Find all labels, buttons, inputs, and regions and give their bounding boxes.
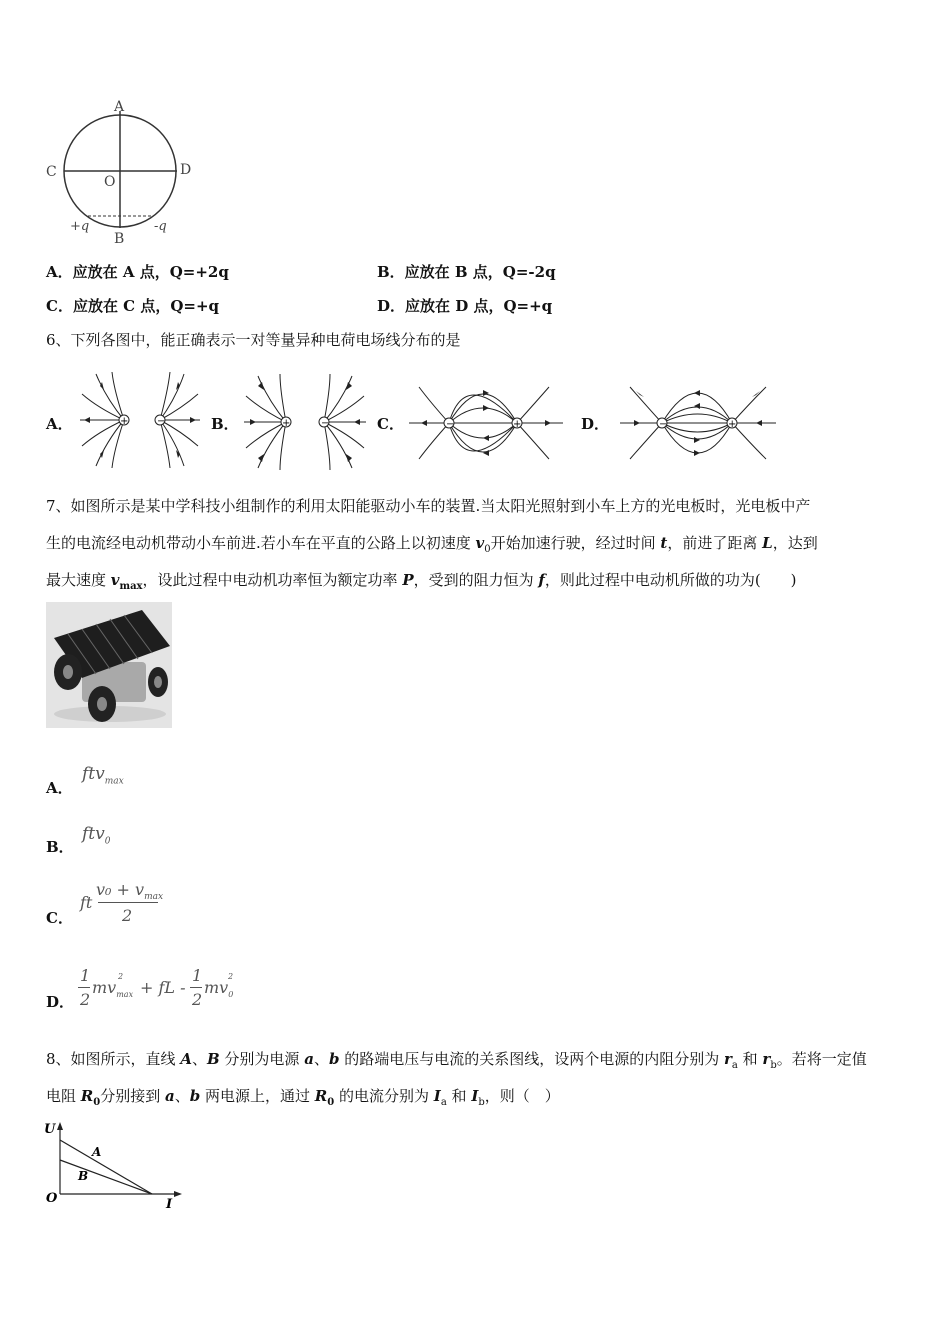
label-o: O	[104, 174, 116, 190]
label-minus-q: -q	[154, 219, 167, 234]
solar-car-image	[46, 602, 172, 728]
label-plus-q: +q	[70, 219, 90, 234]
origin-label: O	[46, 1191, 58, 1206]
q6-option-c-label[interactable]: C．	[377, 415, 404, 433]
field-lines-d[interactable]	[616, 373, 780, 473]
q5-option-a[interactable]: A．应放在 A 点，Q=+2q	[46, 263, 229, 281]
q8-line-2: 电阻 $R_0$分别接到 a、b 两电源上，通过 $R_0$ 的电流分别为 $I_a$ 和 $I_b$，则（ ）	[46, 1087, 560, 1108]
q5-option-c[interactable]: C．应放在 C 点，Q=+q	[46, 297, 220, 315]
q8-line-1: 8、如图所示，直线 A、B 分别为电源 a、b 的路端电压与电流的关系图线，设两个电源的内阻分别为 $r_a$ 和 $r_b$。若将一定值	[46, 1050, 867, 1071]
line-a-label: A	[92, 1145, 102, 1159]
svg-text:+: +	[282, 418, 291, 429]
q7-option-d-label[interactable]: D．	[46, 993, 75, 1011]
svg-text:+: +	[120, 416, 129, 427]
line-b-label: B	[78, 1169, 89, 1183]
q7-option-a-formula: ftv$_{max}$	[82, 764, 124, 787]
q7-line-2: 生的电流经电动机带动小车前进.若小车在平直的公路上以初速度 $v_0$开始加速行驶，经过时间 t，前进了距离 L，达到	[46, 534, 818, 555]
line-b	[60, 1160, 152, 1194]
q7-option-a-label[interactable]: A．	[46, 779, 73, 797]
q7-option-b-label[interactable]: B．	[46, 838, 74, 856]
svg-text:−: −	[321, 418, 330, 429]
q5-option-b[interactable]: B．应放在 B 点，Q=-2q	[377, 263, 556, 281]
q7-line-1: 7、如图所示是某中学科技小组制作的利用太阳能驱动小车的装置.当太阳光照射到小车上方的光电板时，光电板中产	[46, 497, 811, 515]
q7-line-3: 最大速度 $v_{max}$，设此过程中电动机功率恒为额定功率 P，受到的阻力恒为 f，则此过程中电动机所做的功为( )	[46, 571, 797, 592]
field-lines-a[interactable]	[76, 368, 204, 472]
q7-option-d-formula: 1 2 $mv_{max}$ 2 + fL - 1 2 $mv_0$ 2	[80, 966, 234, 1009]
q5-option-d[interactable]: D．应放在 D 点，Q=+q	[377, 297, 553, 315]
q7-option-c-formula: ft $v_0 + v_{max}$ 2	[80, 880, 164, 925]
label-a: A	[114, 99, 125, 115]
q6-option-a-label[interactable]: A．	[46, 415, 73, 433]
label-d: D	[180, 162, 192, 178]
field-lines-c[interactable]	[405, 373, 567, 473]
label-c: C	[46, 164, 57, 180]
q6-stem: 6、下列各图中，能正确表示一对等量异种电荷电场线分布的是	[46, 331, 461, 349]
svg-text:+: +	[513, 419, 522, 430]
axis-u-label: U	[44, 1122, 56, 1137]
field-lines-b[interactable]	[240, 370, 370, 474]
axis-i-label: I	[166, 1197, 173, 1212]
q7-option-b-formula: ftv$_0$	[82, 824, 111, 847]
circle-charge-figure	[40, 98, 210, 250]
svg-text:−: −	[446, 419, 455, 430]
svg-text:−: −	[157, 416, 166, 427]
q6-option-d-label[interactable]: D．	[581, 415, 610, 433]
label-b: B	[114, 231, 125, 247]
q7-option-c-label[interactable]: C．	[46, 909, 73, 927]
ui-graph	[40, 1118, 190, 1214]
svg-text:+: +	[728, 419, 737, 430]
q6-option-b-label[interactable]: B．	[211, 415, 239, 433]
line-a	[60, 1140, 152, 1194]
svg-text:−: −	[659, 419, 668, 430]
